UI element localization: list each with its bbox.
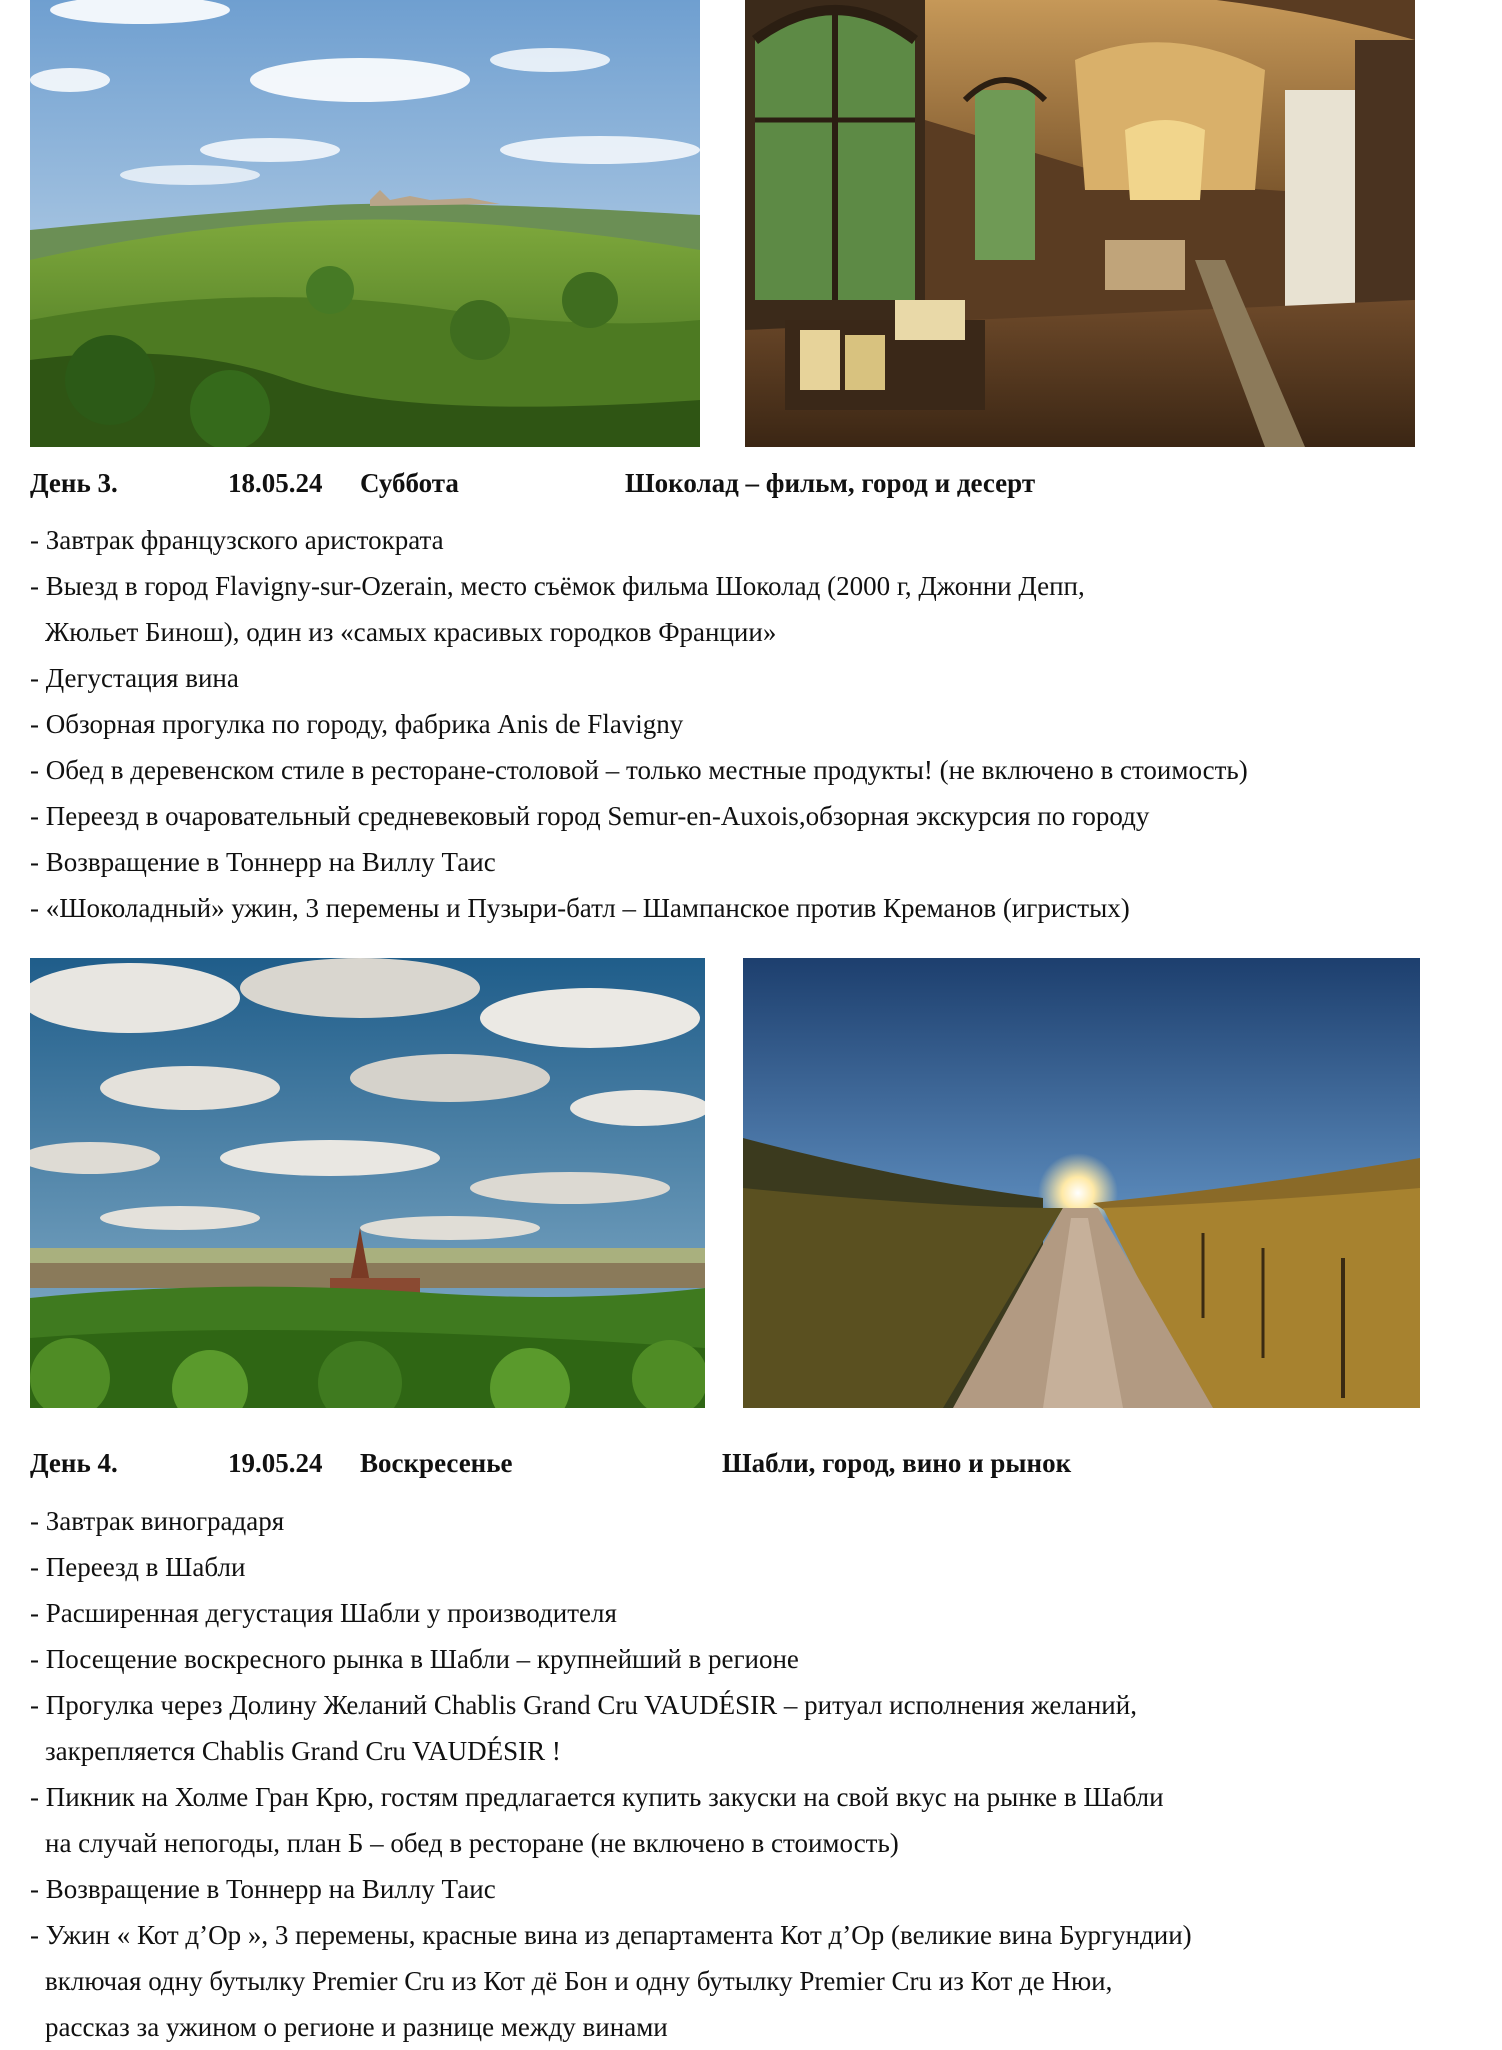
day4-weekday: Воскресенье — [360, 1448, 513, 1478]
list-item: - Обзорная прогулка по городу, фабрика Anis de Flavigny — [30, 709, 684, 739]
list-item: закрепляется Chablis Grand Cru VAUDÉSIR ! — [45, 1736, 561, 1766]
list-item: - Дегустация вина — [30, 663, 239, 693]
village-church-photo — [30, 958, 705, 1408]
list-item: - Выезд в город Flavigny-sur-Ozerain, место съёмок фильма Шоколад (2000 г, Джонни Депп, — [30, 571, 1085, 601]
list-item: - Посещение воскресного рынка в Шабли – крупнейший в регионе — [30, 1644, 799, 1674]
list-item: - Прогулка через Долину Желаний Chablis Grand Cru VAUDÉSIR – ритуал исполнения желаний, — [30, 1690, 1137, 1720]
day4-day-label: День 4. — [30, 1448, 118, 1478]
day3-itinerary — [30, 517, 1480, 931]
list-item: - Возвращение в Тоннерр на Виллу Таис — [30, 847, 496, 877]
list-item: - Переезд в очаровательный средневековый город Semur-en-Auxois,обзорная экскурсия по городу — [30, 801, 1150, 831]
day3-day-label: День 3. — [30, 468, 118, 498]
list-item: - Расширенная дегустация Шабли у производителя — [30, 1598, 617, 1628]
list-item: - Обед в деревенском стиле в ресторане-столовой – только местные продукты! (не включено в стоимость) — [30, 755, 1248, 785]
day3-title: Шоколад – фильм, город и десерт — [625, 468, 1036, 498]
day3-date: 18.05.24 — [228, 468, 323, 498]
list-item: - Пикник на Холме Гран Крю, гостям предлагается купить закуски на свой вкус на рынке в Шабли — [30, 1782, 1164, 1812]
list-item: включая одну бутылку Premier Cru из Кот дё Бон и одну бутылку Premier Cru из Кот де Нюи, — [45, 1966, 1113, 1996]
gallery-interior-photo — [745, 0, 1415, 447]
hilltop-village-photo — [30, 0, 700, 447]
list-item: - Завтрак виноградаря — [30, 1506, 285, 1536]
day4-date: 19.05.24 — [228, 1448, 323, 1478]
day3-header — [30, 468, 1470, 508]
day4-title: Шабли, город, вино и рынок — [722, 1448, 1072, 1478]
list-item: Жюльет Бинош), один из «самых красивых городков Франции» — [45, 617, 777, 647]
day4-itinerary — [30, 1498, 1480, 2050]
list-item: на случай непогоды, план Б – обед в ресторане (не включено в стоимость) — [45, 1828, 899, 1858]
vineyard-sunset-photo — [743, 958, 1420, 1408]
list-item: - «Шоколадный» ужин, 3 перемены и Пузыри-батл – Шампанское против Креманов (игристых) — [30, 893, 1130, 923]
day3-weekday: Суббота — [360, 468, 459, 498]
list-item: рассказ за ужином о регионе и разнице между винами — [45, 2012, 668, 2042]
list-item: - Возвращение в Тоннерр на Виллу Таис — [30, 1874, 496, 1904]
list-item: - Переезд в Шабли — [30, 1552, 246, 1582]
list-item: - Ужин « Кот д’Ор », 3 перемены, красные вина из департамента Кот д’Ор (великие вина Бургундии) — [30, 1920, 1192, 1950]
day4-header — [30, 1448, 1470, 1488]
list-item: - Завтрак французского аристократа — [30, 525, 444, 555]
